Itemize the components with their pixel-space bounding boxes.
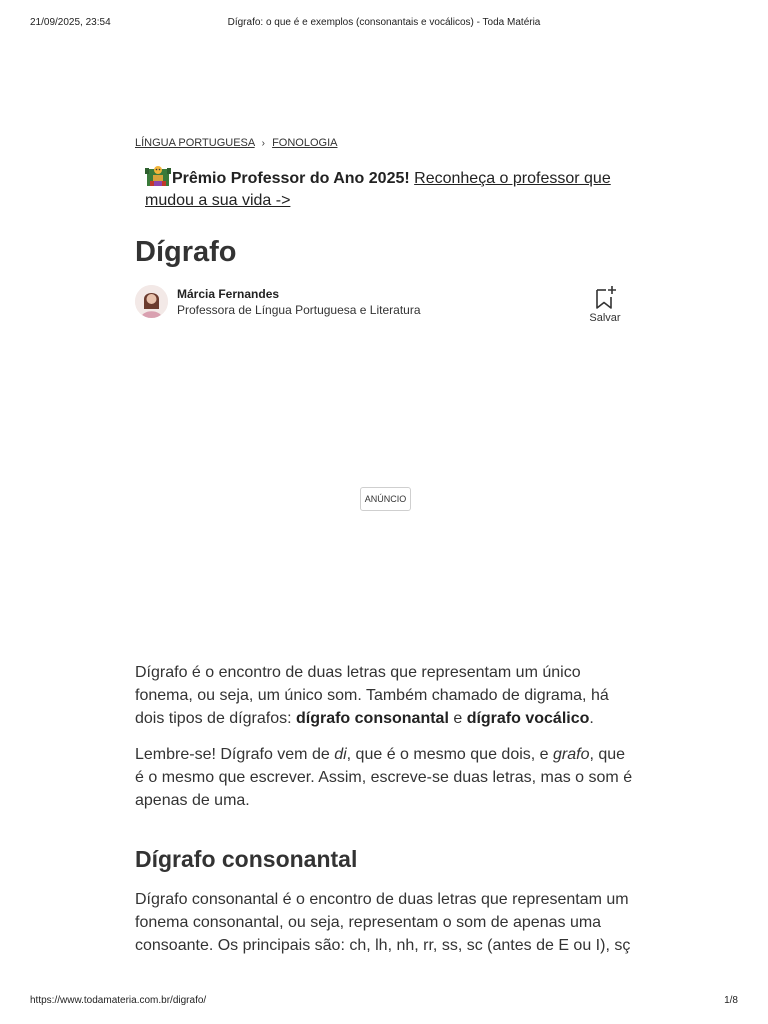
etymology-text-b: , que é o mesmo que dois, e bbox=[346, 746, 553, 763]
print-header bbox=[30, 17, 738, 31]
trophy-icon bbox=[145, 166, 171, 188]
print-page-title: Dígrafo: o que é e exemplos (consonantais e vocálicos) - Toda Matéria bbox=[227, 17, 541, 28]
section-heading-digrafo-consonantal: Dígrafo consonantal bbox=[135, 846, 358, 872]
author-avatar[interactable] bbox=[135, 285, 168, 318]
term-digrafo-vocalico: dígrafo vocálico bbox=[466, 710, 590, 727]
bookmark-add-icon bbox=[593, 285, 617, 311]
etymology-text-a: Lembre-se! Dígrafo vem de bbox=[135, 746, 335, 763]
term-di: di bbox=[334, 746, 347, 763]
term-grafo: grafo bbox=[553, 746, 590, 763]
intro-period: . bbox=[589, 710, 594, 727]
author-role: Professora de Língua Portuguesa e Literatura bbox=[177, 303, 421, 317]
article-title: Dígrafo bbox=[135, 236, 237, 268]
etymology-text-c: , que é o mesmo que escrever. Assim, escreve-se duas letras, mas o som é apenas de uma. bbox=[135, 746, 633, 809]
save-label: Salvar bbox=[589, 312, 621, 324]
promo-banner bbox=[145, 166, 615, 212]
promo-link[interactable]: Reconheça o professor que mudou a sua vida -> bbox=[145, 170, 611, 209]
print-footer bbox=[30, 995, 738, 1009]
print-page-number: 1/8 bbox=[724, 995, 738, 1006]
save-button[interactable] bbox=[583, 285, 627, 329]
intro-paragraph bbox=[135, 661, 635, 730]
etymology-paragraph bbox=[135, 743, 635, 812]
intro-text: Dígrafo é o encontro de duas letras que representam um único fonema, ou seja, um único som. Também chamado de digrama, há dois tipos de dígrafos: bbox=[135, 664, 609, 727]
advertisement-label: ANÚNCIO bbox=[360, 487, 411, 511]
author-name[interactable]: Márcia Fernandes bbox=[177, 287, 280, 301]
promo-title: Prêmio Professor do Ano 2025! bbox=[172, 170, 410, 187]
consonantal-paragraph: Dígrafo consonantal é o encontro de duas letras que representam um fonema consonantal, ou seja, representam o som de apenas uma consoante. Os principais são: ch, lh, nh, rr, ss, sc (antes de E ou I), sç bbox=[135, 891, 631, 954]
intro-connector: e bbox=[448, 710, 467, 727]
author-block bbox=[135, 285, 633, 329]
term-digrafo-consonantal: dígrafo consonantal bbox=[295, 710, 449, 727]
breadcrumb bbox=[135, 137, 337, 149]
print-url: https://www.todamateria.com.br/digrafo/ bbox=[30, 995, 207, 1006]
breadcrumb-separator: › bbox=[261, 138, 266, 149]
print-datetime: 21/09/2025, 23:54 bbox=[30, 17, 111, 28]
breadcrumb-link-lingua-portuguesa[interactable]: LÍNGUA PORTUGUESA bbox=[135, 137, 255, 149]
breadcrumb-link-fonologia[interactable]: FONOLOGIA bbox=[272, 137, 338, 149]
